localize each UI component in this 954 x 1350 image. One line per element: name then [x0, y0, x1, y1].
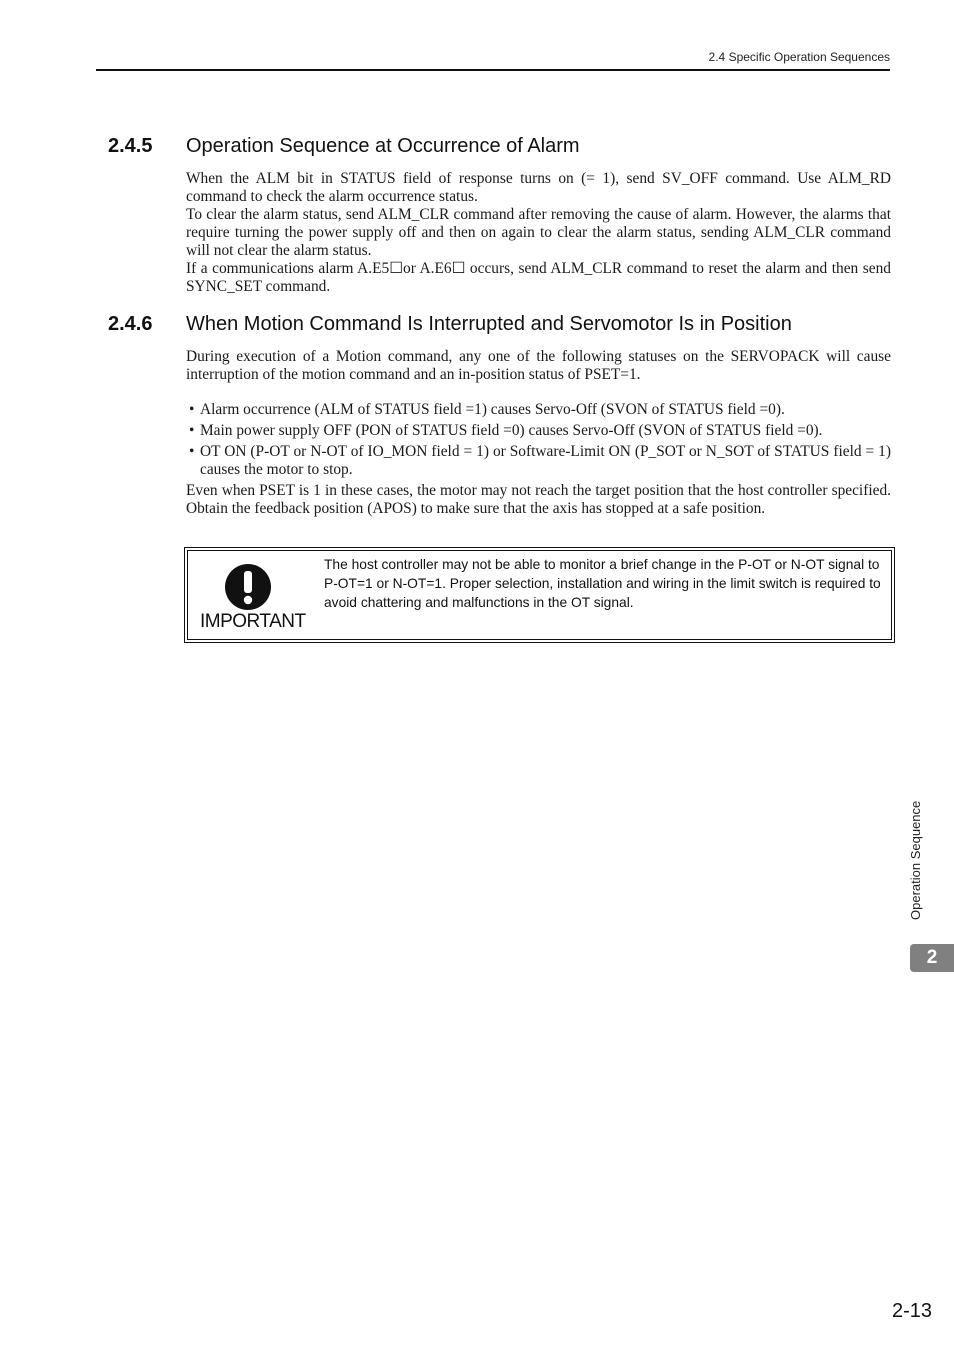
- status-bullet-list: [189, 401, 891, 482]
- chapter-tab: 2: [910, 944, 954, 972]
- section-2-4-6-intro: [186, 348, 891, 384]
- section-title: When Motion Command Is Interrupted and Servomotor Is in Position: [186, 313, 792, 335]
- paragraph: During execution of a Motion command, any one of the following statuses on the SERVOPACK will cause interruption of the motion command and an in-position status of PSET=1.: [186, 348, 891, 383]
- exclamation-circle-icon: [224, 563, 272, 611]
- paragraph: When the ALM bit in STATUS field of response turns on (= 1), send SV_OFF command. Use ALM_RD command to check the alarm occurrence status.: [186, 170, 891, 205]
- list-item: • Alarm occurrence (ALM of STATUS field =1) causes Servo-Off (SVON of STATUS field =0).: [189, 401, 891, 419]
- important-note-box: [184, 547, 895, 643]
- section-number: 2.4.5: [108, 135, 153, 157]
- header-rule: [96, 69, 890, 71]
- section-heading-2-4-5: [108, 135, 580, 158]
- section-2-4-6-closing: [186, 482, 891, 518]
- chapter-side-label: Operation Sequence: [908, 800, 923, 920]
- section-2-4-5-body: [186, 170, 891, 296]
- important-note-inner: [187, 550, 892, 640]
- running-header: 2.4 Specific Operation Sequences: [708, 50, 890, 64]
- section-number: 2.4.6: [108, 313, 153, 335]
- paragraph: To clear the alarm status, send ALM_CLR command after removing the cause of alarm. However, the alarms that require turning the power supply off and then on again to clear the alarm status, sending ALM_CLR command will not clear the alarm status.: [186, 206, 891, 259]
- section-title: Operation Sequence at Occurrence of Alarm: [186, 135, 580, 157]
- list-item: • Main power supply OFF (PON of STATUS field =0) causes Servo-Off (SVON of STATUS field =0).: [189, 422, 891, 440]
- important-label: IMPORTANT: [200, 611, 306, 632]
- section-heading-2-4-6: [108, 313, 792, 336]
- paragraph: Even when PSET is 1 in these cases, the motor may not reach the target position that the host controller specified. Obtain the feedback position (APOS) to make sure that the axis has stopped at a safe position.: [186, 482, 891, 517]
- list-item: • OT ON (P-OT or N-OT of IO_MON field = 1) or Software-Limit ON (P_SOT or N_SOT of STATUS field = 1) causes the motor to stop.: [189, 443, 891, 479]
- page-number: 2-13: [891, 1300, 932, 1322]
- paragraph: If a communications alarm A.E5☐or A.E6☐ occurs, send ALM_CLR command to reset the alarm and then send SYNC_SET command.: [186, 260, 891, 295]
- important-text: The host controller may not be able to monitor a brief change in the P-OT or N-OT signal to P-OT=1 or N-OT=1. Proper selection, installation and wiring in the limit switch is required to avoid chattering and malfunctions in the OT signal.: [324, 557, 881, 610]
